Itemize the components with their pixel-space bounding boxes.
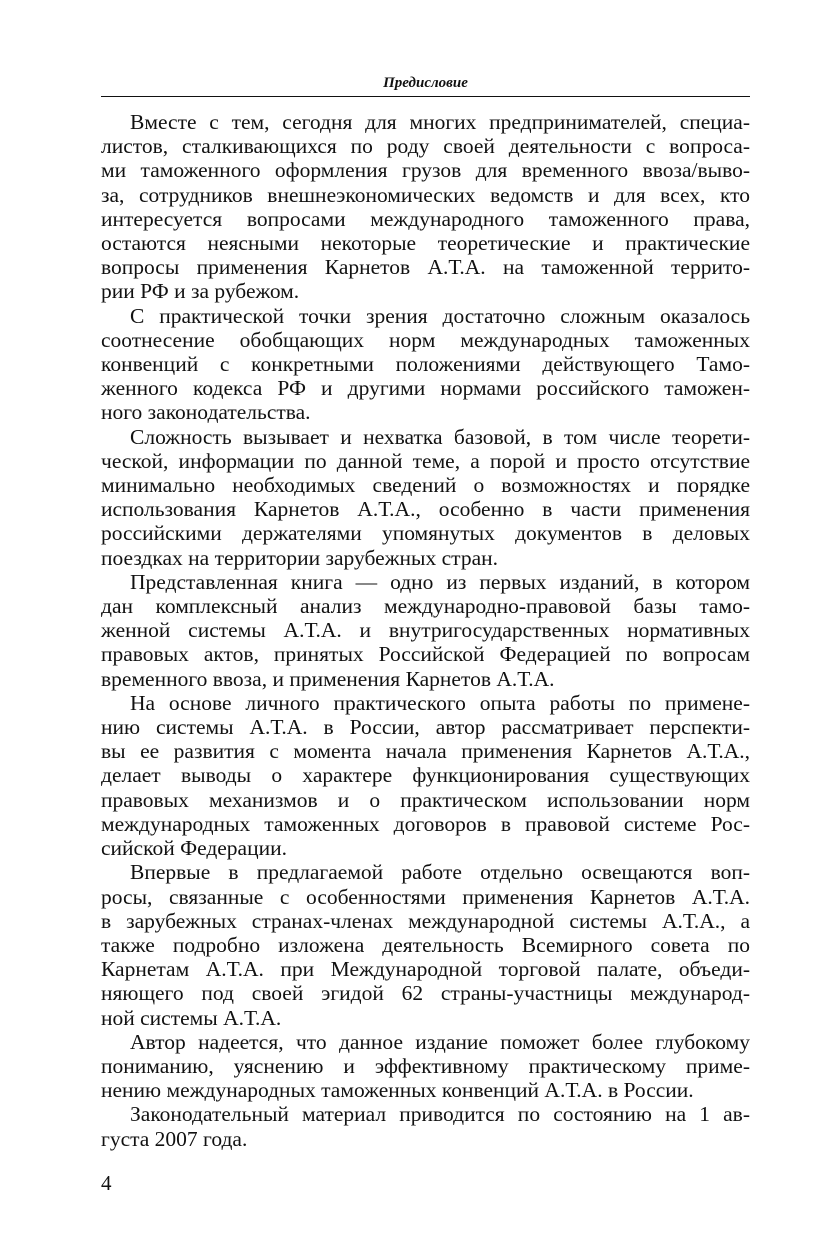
paragraph: [101, 304, 750, 425]
text-line: конвенций с конкретными положениями действующего Тамо-: [101, 352, 750, 377]
text-line: делает выводы о характере функционирования существующих: [101, 763, 750, 788]
text-line: Автор надеется, что данное издание поможет более глубокому: [130, 1029, 750, 1054]
text-line: густа 2007 года.: [101, 1126, 248, 1151]
text-line: нению международных таможенных конвенций А.Т.А. в России.: [101, 1078, 694, 1103]
text-line: няющего под своей эгидой 62 страны-участницы международ-: [101, 981, 750, 1006]
text-line: Карнетам А.Т.А. при Международной торговой палате, объеди-: [101, 957, 750, 982]
text-line: ми таможенного оформления грузов для временного ввоза/выво-: [101, 158, 750, 183]
text-line: нию системы А.Т.А. в России, автор рассматривает перспекти-: [101, 715, 750, 740]
text-line: остаются неясными некоторые теоретические и практические: [101, 231, 750, 256]
text-line: ческой, информации по данной теме, а порой и просто отсутствие: [101, 448, 750, 473]
text-line: ной системы А.Т.А.: [101, 1005, 282, 1030]
text-line: ного законодательства.: [101, 400, 311, 425]
text-line: дан комплексный анализ международно-правовой базы тамо-: [101, 594, 750, 619]
text-line: за, сотрудников внешнеэкономических ведомств и для всех, кто: [101, 182, 750, 207]
paragraph: [101, 1102, 750, 1150]
running-head: Предисловие: [383, 75, 468, 91]
text-line: Сложность вызывает и нехватка базовой, в том числе теорети-: [130, 424, 750, 449]
text-line: Впервые в предлагаемой работе отдельно освещаются воп-: [130, 860, 750, 885]
text-line: в зарубежных странах-членах международной системы А.Т.А., а: [101, 908, 750, 933]
text-line: вы ее развития с момента начала применения Карнетов А.Т.А.,: [101, 739, 750, 764]
page-number: 4: [101, 1171, 112, 1195]
text-line: правовых механизмов и о практическом использовании норм: [101, 787, 750, 812]
text-line: Представленная книга — одно из первых изданий, в котором: [130, 569, 750, 594]
text-line: рии РФ и за рубежом.: [101, 279, 300, 304]
text-line: временного ввоза, и применения Карнетов А.Т.А.: [101, 666, 555, 691]
text-line: листов, сталкивающихся по роду своей деятельности с вопроса-: [101, 134, 750, 159]
paragraph: [101, 1030, 750, 1103]
paragraph: [101, 570, 750, 691]
text-line: женной системы А.Т.А. и внутригосударственных нормативных: [101, 618, 750, 643]
text-line: С практической точки зрения достаточно сложным оказалось: [130, 303, 750, 328]
text-line: Вместе с тем, сегодня для многих предпринимателей, специа-: [130, 110, 750, 134]
paragraph: [101, 860, 750, 1029]
text-line: Законодательный материал приводится по состоянию на 1 ав-: [130, 1102, 750, 1127]
text-line: женного кодекса РФ и другими нормами российского таможен-: [101, 376, 750, 401]
text-line: российскими держателями упомянутых документов в деловых: [101, 521, 750, 546]
text-line: На основе личного практического опыта работы по примене-: [130, 690, 750, 715]
text-line: соотнесение обобщающих норм международных таможенных: [101, 327, 750, 352]
text-line: поездках на территории зарубежных стран.: [101, 545, 498, 570]
text-line: использования Карнетов А.Т.А., особенно в части применения: [101, 497, 750, 522]
paragraph: [101, 110, 750, 304]
text-line: международных таможенных договоров в правовой системе Рос-: [101, 811, 750, 836]
text-line: также подробно изложена деятельность Всемирного совета по: [101, 932, 750, 957]
body-text: [101, 110, 750, 1151]
text-line: вопросы применения Карнетов А.Т.А. на таможенной террито-: [101, 255, 750, 280]
text-line: пониманию, уяснению и эффективному практическому приме-: [101, 1053, 750, 1078]
text-line: росы, связанные с особенностями применения Карнетов А.Т.А.: [101, 884, 750, 909]
paragraph: [101, 425, 750, 570]
text-line: интересуется вопросами международного таможенного права,: [101, 206, 750, 231]
header-rule: [101, 96, 750, 97]
paragraph: [101, 691, 750, 860]
text-line: сийской Федерации.: [101, 836, 287, 861]
text-line: минимально необходимых сведений о возможностях и порядке: [101, 473, 750, 498]
text-line: правовых актов, принятых Российской Федерацией по вопросам: [101, 642, 750, 667]
